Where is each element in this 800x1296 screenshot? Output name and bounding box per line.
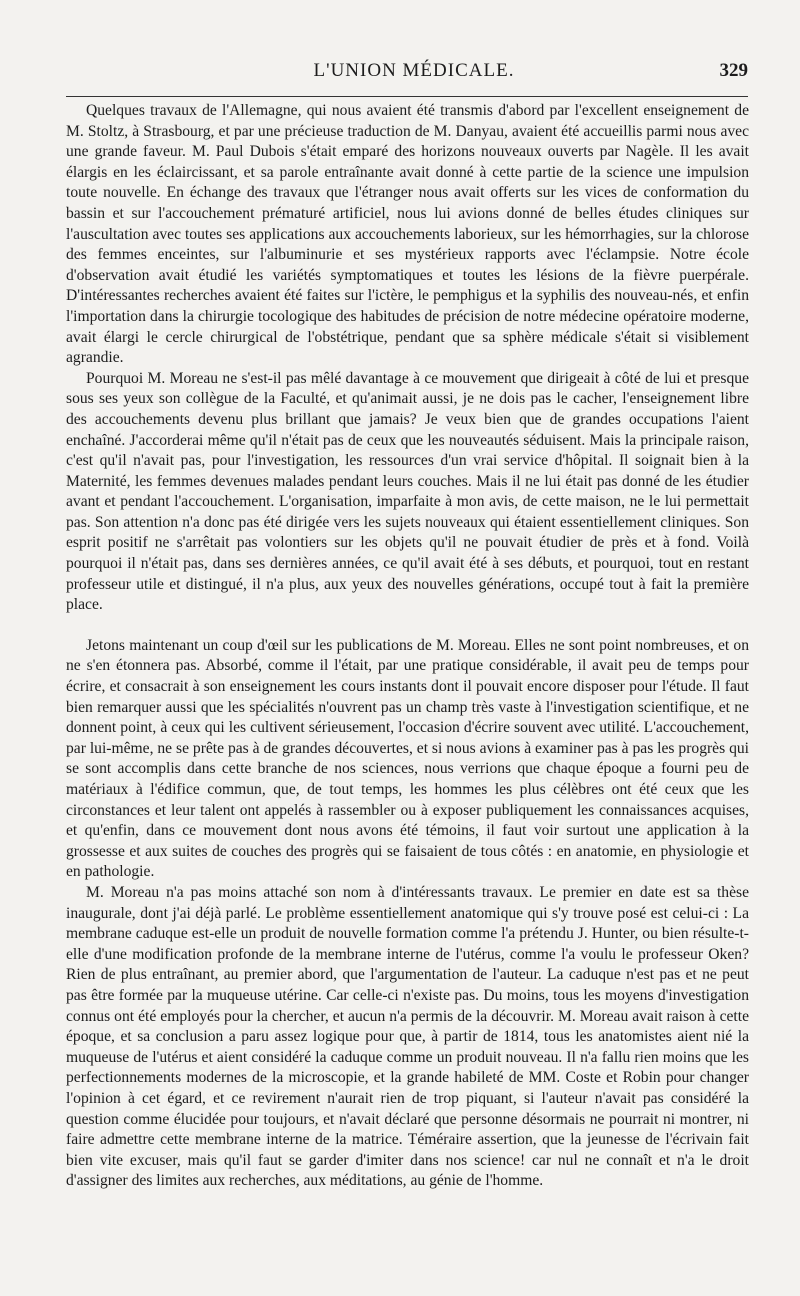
- running-title: L'UNION MÉDICALE.: [313, 60, 515, 81]
- paragraph: M. Moreau n'a pas moins attaché son nom à d'intéressants travaux. Le premier en date est sa thèse inaugurale, dont j'ai déjà parlé. Le problème essentiellement anatomique qui s'y trouve posé est celui-ci : La membrane caduque est-elle un produit de nouvelle formation comme l'a prétendu J. Hunter, ou bien résulte-t-elle d'une modification profonde de la membrane interne de l'utérus, comme l'a voulu le professeur Oken? Rien de plus entraînant, au premier abord, que l'argumentation de l'auteur. La caduque n'est pas et ne peut pas être formée par la muqueuse utérine. Car celle-ci n'existe pas. Du moins, tous les moyens d'investigation connus ont été employés pour la chercher, et aucun n'a permis de la découvrir. M. Moreau avait raison à cette époque, et sa conclusion a paru assez logique pour que, à partir de 1814, tous les anatomistes aient nié la muqueuse de l'utérus et aient considéré la caduque comme un produit nouveau. Il n'a fallu rien moins que les perfectionnements modernes de la microscopie, et la grande habileté de MM. Coste et Robin pour changer l'opinion à cet égard, et ce revirement n'aurait rien de trop piquant, si l'auteur n'avait pas considéré la question comme élucidée pour toujours, et n'avait déclaré que personne désormais ne pourrait ni montrer, ni faire admettre cette membrane interne de la matrice. Téméraire assertion, que la jeunesse de l'écrivain fait bien vite excuser, mais qu'il faut se garder d'imiter dans nos science! car nul ne connaît et n'a le droit d'assigner des limites aux recherches, aux méditations, au génie de l'homme.: [66, 883, 749, 1190]
- article-body: [66, 101, 749, 1192]
- paragraph: Quelques travaux de l'Allemagne, qui nous avaient été transmis d'abord par l'excellent enseignement de M. Stoltz, à Strasbourg, et par une précieuse traduction de M. Danyau, avaient été accueillis parmi nous avec une grande faveur. M. Paul Dubois s'était emparé des horizons nouveaux ouverts par Nagèle. Il les avait élargis en les éclaircissant, et sa parole entraînante avait donné à cette partie de la science une impulsion toute nouvelle. En échange des travaux que l'étranger nous avait offerts sur les vices de conformation du bassin et sur l'accouchement prématuré artificiel, nous lui avions donné de belles études cliniques sur l'auscultation avec toutes ses applications aux accouchements laborieux, sur les hémorrhagies, sur la chlorose des femmes enceintes, sur l'albuminurie et ses mystérieux rapports avec l'éclampsie. Notre école d'observation avait étudié les variétés symptomatiques et toutes les lésions de la fièvre puerpérale. D'intéressantes recherches avaient été faites sur l'ictère, le pemphigus et la syphilis des nouveau-nés, et enfin l'importation dans la chirurgie tocologique des habitudes de précision de notre médecine opératoire moderne, avait élargi le cercle chirurgical de l'obstétrique, pendant que sa sphère médicale s'était si visiblement agrandie.: [66, 102, 749, 367]
- page-header: [80, 58, 748, 88]
- paragraph: Pourquoi M. Moreau ne s'est-il pas mêlé davantage à ce mouvement que dirigeait à côté de lui et presque sous ses yeux son collègue de la Faculté, et qu'animait aussi, je ne dois pas le cacher, l'enseignement libre des accouchements devenu plus brillant que jamais? Je veux bien que de grandes occupations l'aient enchaîné. J'accorderai même qu'il n'était pas de ceux que les nouveautés séduisent. Mais la principale raison, c'est qu'il n'avait pas, pour l'investigation, les ressources d'un vrai service d'hôpital. Il soignait bien à la Maternité, les femmes devenues malades pendant leurs couches. Mais il ne lui était pas donné de les étudier avant et pendant l'accouchement. L'organisation, imparfaite à mon avis, de cette maison, ne le lui permettait pas. Son attention n'a donc pas été dirigée vers les sujets nouveaux qui étaient essentiellement cliniques. Son esprit positif ne s'arrêtait pas volontiers sur les objets qu'il ne pouvait étudier de près et à fond. Voilà pourquoi il n'était pas, dans ses dernières années, ce qu'il avait été à ses débuts, et pourquoi, tout en restant professeur utile et distingué, il n'a plus, aux yeux des nouvelles générations, occupé tout à fait la première place.: [66, 369, 749, 614]
- header-rule: [66, 96, 748, 97]
- page-number: 329: [719, 60, 748, 81]
- paragraph: Jetons maintenant un coup d'œil sur les publications de M. Moreau. Elles ne sont point nombreuses, et on ne s'en étonnera pas. Absorbé, comme il l'était, par une pratique considérable, il avait peu de temps pour écrire, et consacrait à son enseignement les cours instants dont il pouvait encore disposer pour l'étude. Il faut bien remarquer aussi que les spécialités n'ouvrent pas un champ très vaste à l'investigation scientifique, et ne donnent point, à ceux qui les cultivent sérieusement, l'occasion d'écrire souvent avec utilité. L'accouchement, par lui-même, ne se prête pas à de grandes découvertes, et si nous avions à examiner pas à pas les progrès qui se sont accomplis dans cette branche de nos sciences, nous verrions que chaque époque a fourni peu de matériaux à l'édifice commun, que, de tout temps, les hommes les plus célèbres ont été ceux que les circonstances et leur talent ont appelés à rassembler ou à exposer publiquement les connaissances acquises, et qu'enfin, dans ce mouvement dont nous avons été témoins, il faut voir surtout une application à la grossesse et aux suites de couches des progrès qui se faisaient de tous côtés : en anatomie, en physiologie et en pathologie.: [66, 636, 749, 881]
